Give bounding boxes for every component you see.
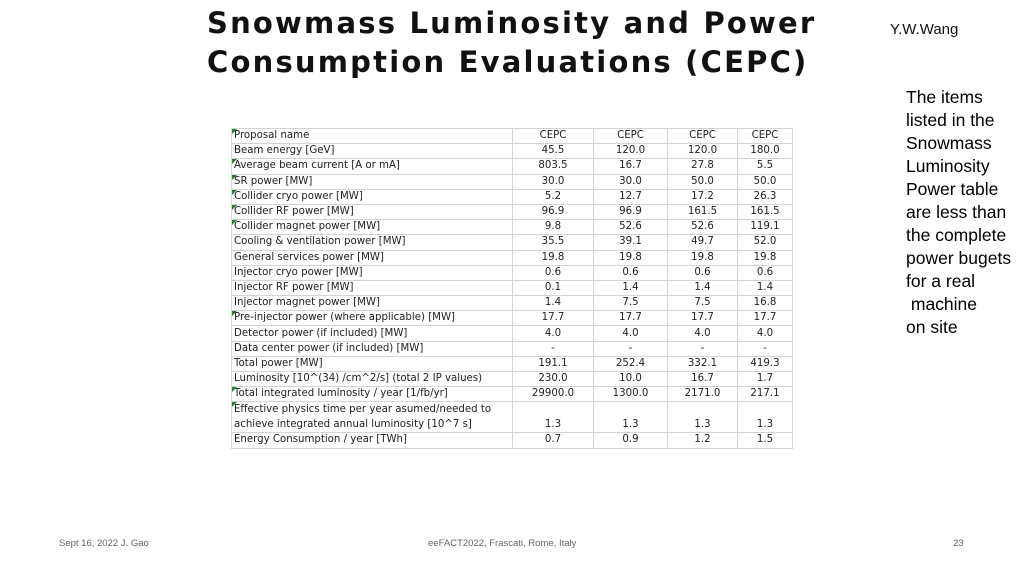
row-label-text: Collider RF power [MW] — [234, 206, 354, 218]
row-label-text: Collider cryo power [MW] — [234, 190, 363, 202]
table-cell: 1300.0 — [594, 387, 668, 402]
side-note-line: power bugets — [906, 248, 1012, 268]
table-cell: 30.0 — [594, 174, 668, 189]
table-cell: 16.7 — [594, 159, 668, 174]
row-label-text: Effective physics time per year asumed/needed to achieve integrated annual luminosity [10^7 s] — [234, 404, 492, 431]
slide-title — [207, 4, 847, 82]
cell-flag-icon — [232, 159, 237, 164]
footer-conference: eeFACT2022, Frascati, Rome, Italy — [428, 538, 577, 549]
table-cell: 5.2 — [513, 189, 594, 204]
side-note-line: Snowmass — [906, 133, 992, 153]
slide-title-line-2: Consumption Evaluations (CEPC) — [207, 45, 809, 79]
table-cell: 1.5 — [738, 433, 793, 448]
table-cell: 4.0 — [668, 326, 738, 341]
row-label-text: Injector magnet power [MW] — [234, 297, 380, 309]
cell-flag-icon — [232, 220, 237, 225]
row-label — [232, 250, 513, 265]
table-row — [232, 433, 793, 448]
side-note-line: Power table — [906, 179, 999, 199]
cell-flag-icon — [232, 311, 237, 316]
table-cell: 17.7 — [513, 311, 594, 326]
table-row — [232, 341, 793, 356]
table-cell: 26.3 — [738, 189, 793, 204]
row-label — [232, 433, 513, 448]
cell-flag-icon — [232, 402, 237, 407]
table-row — [232, 265, 793, 280]
table-cell: 19.8 — [513, 250, 594, 265]
table-cell: 52.6 — [594, 220, 668, 235]
row-label — [232, 356, 513, 371]
table-cell: 17.2 — [668, 189, 738, 204]
row-label-text: Detector power (if included) [MW] — [234, 327, 408, 339]
table-row — [232, 387, 793, 402]
side-note-line: machine — [906, 294, 978, 314]
table-row — [232, 280, 793, 295]
table-row — [232, 372, 793, 387]
table-cell: - — [738, 341, 793, 356]
table-cell: 96.9 — [513, 204, 594, 219]
row-label — [232, 387, 513, 402]
table-cell: CEPC — [594, 129, 668, 144]
row-label — [232, 159, 513, 174]
row-label — [232, 174, 513, 189]
table-cell: 10.0 — [594, 372, 668, 387]
row-label-text: Data center power (if included) [MW] — [234, 342, 424, 354]
table-cell: 252.4 — [594, 356, 668, 371]
table-cell: 0.9 — [594, 433, 668, 448]
table-cell: 16.7 — [668, 372, 738, 387]
side-note-line: Luminosity — [906, 156, 990, 176]
row-label — [232, 204, 513, 219]
row-label — [232, 189, 513, 204]
side-note-line: listed in the — [906, 110, 995, 130]
table-cell: 27.8 — [668, 159, 738, 174]
table-row — [232, 220, 793, 235]
row-label-text: Collider magnet power [MW] — [234, 221, 381, 233]
row-label-text: Cooling & ventilation power [MW] — [234, 236, 406, 248]
row-label-text: Injector cryo power [MW] — [234, 266, 363, 278]
table-row — [232, 250, 793, 265]
table-cell: 12.7 — [594, 189, 668, 204]
table-cell: 0.1 — [513, 280, 594, 295]
table-cell: CEPC — [513, 129, 594, 144]
row-label-text: Injector RF power [MW] — [234, 281, 354, 293]
table-row — [232, 144, 793, 159]
cell-flag-icon — [232, 190, 237, 195]
table-cell: 29900.0 — [513, 387, 594, 402]
table-cell: 803.5 — [513, 159, 594, 174]
table-cell: 0.6 — [594, 265, 668, 280]
table-row — [232, 296, 793, 311]
table-cell: 7.5 — [668, 296, 738, 311]
row-label — [232, 265, 513, 280]
table-cell: 45.5 — [513, 144, 594, 159]
row-label — [232, 220, 513, 235]
table-cell: 9.8 — [513, 220, 594, 235]
table-cell: 30.0 — [513, 174, 594, 189]
table-row — [232, 311, 793, 326]
power-table — [231, 128, 793, 449]
side-note-line: for a real — [906, 271, 976, 291]
row-label — [232, 280, 513, 295]
side-note-line: are less than — [906, 202, 1007, 222]
table-cell: 119.1 — [738, 220, 793, 235]
table-cell: 96.9 — [594, 204, 668, 219]
row-label — [232, 144, 513, 159]
row-label-text: Beam energy [GeV] — [234, 145, 335, 157]
row-label — [232, 372, 513, 387]
row-label-text: Proposal name — [234, 130, 310, 142]
side-note — [906, 86, 1024, 339]
table-cell: 0.6 — [668, 265, 738, 280]
table-cell: 39.1 — [594, 235, 668, 250]
table-cell: 217.1 — [738, 387, 793, 402]
row-label-text: SR power [MW] — [234, 175, 313, 187]
table-cell: 52.6 — [668, 220, 738, 235]
table-cell: 1.4 — [513, 296, 594, 311]
row-label-text: Pre-injector power (where applicable) [MW] — [234, 312, 456, 324]
table-cell: 50.0 — [668, 174, 738, 189]
row-label — [232, 296, 513, 311]
author-label: Y.W.Wang — [890, 21, 959, 38]
table-cell: 1.3 — [668, 402, 738, 433]
table-row — [232, 235, 793, 250]
table-cell: 5.5 — [738, 159, 793, 174]
footer-page-number: 23 — [953, 538, 964, 549]
table-cell: 230.0 — [513, 372, 594, 387]
row-label-text: Energy Consumption / year [TWh] — [234, 434, 407, 446]
table-row — [232, 356, 793, 371]
table-cell: 4.0 — [513, 326, 594, 341]
cell-flag-icon — [232, 205, 237, 210]
slide-title-line-1: Snowmass Luminosity and Power — [207, 6, 817, 40]
row-label — [232, 311, 513, 326]
table-cell: 16.8 — [738, 296, 793, 311]
table-row — [232, 204, 793, 219]
row-label — [232, 402, 513, 433]
table-cell: 1.3 — [738, 402, 793, 433]
table-cell: 17.7 — [738, 311, 793, 326]
row-label-text: Luminosity [10^(34) /cm^2/s] (total 2 IP values) — [234, 373, 483, 385]
row-label-text: Average beam current [A or mA] — [234, 160, 400, 172]
row-label — [232, 341, 513, 356]
table-cell: 35.5 — [513, 235, 594, 250]
table-cell: 419.3 — [738, 356, 793, 371]
table-cell: 52.0 — [738, 235, 793, 250]
row-label — [232, 129, 513, 144]
table-cell: 120.0 — [668, 144, 738, 159]
table-row — [232, 402, 793, 433]
footer-date-author: Sept 16, 2022 J. Gao — [59, 538, 149, 549]
table-row — [232, 174, 793, 189]
table-cell: 4.0 — [738, 326, 793, 341]
table-row — [232, 326, 793, 341]
table-cell: 17.7 — [594, 311, 668, 326]
table-cell: 2171.0 — [668, 387, 738, 402]
table-cell: 1.4 — [668, 280, 738, 295]
table-cell: 1.3 — [513, 402, 594, 433]
table-cell: 1.4 — [738, 280, 793, 295]
side-note-line: The items — [906, 87, 983, 107]
table-cell: - — [668, 341, 738, 356]
table-cell: 180.0 — [738, 144, 793, 159]
row-label-text: General services power [MW] — [234, 251, 384, 263]
row-label — [232, 235, 513, 250]
row-label — [232, 326, 513, 341]
cell-flag-icon — [232, 387, 237, 392]
table-cell: 4.0 — [594, 326, 668, 341]
table-cell: - — [594, 341, 668, 356]
table-cell: CEPC — [668, 129, 738, 144]
table-cell: - — [513, 341, 594, 356]
table-cell: 1.3 — [594, 402, 668, 433]
side-note-line: on site — [906, 317, 958, 337]
table-cell: 1.4 — [594, 280, 668, 295]
table-cell: 0.6 — [513, 265, 594, 280]
table-cell: 161.5 — [668, 204, 738, 219]
table-cell: 332.1 — [668, 356, 738, 371]
table-cell: 19.8 — [668, 250, 738, 265]
table-cell: 50.0 — [738, 174, 793, 189]
table-cell: 19.8 — [738, 250, 793, 265]
table-cell: 19.8 — [594, 250, 668, 265]
side-note-line: the complete — [906, 225, 1007, 245]
table-cell: 191.1 — [513, 356, 594, 371]
row-label-text: Total integrated luminosity / year [1/fb/yr] — [234, 388, 448, 400]
cell-flag-icon — [232, 129, 237, 134]
table-cell: 0.6 — [738, 265, 793, 280]
table-row — [232, 129, 793, 144]
table-cell: 7.5 — [594, 296, 668, 311]
table-cell: 0.7 — [513, 433, 594, 448]
cell-flag-icon — [232, 175, 237, 180]
table-row — [232, 189, 793, 204]
table-cell: 1.2 — [668, 433, 738, 448]
table-cell: 49.7 — [668, 235, 738, 250]
table-cell: 161.5 — [738, 204, 793, 219]
table-cell: 1.7 — [738, 372, 793, 387]
table-row — [232, 159, 793, 174]
table-cell: 17.7 — [668, 311, 738, 326]
row-label-text: Total power [MW] — [234, 357, 323, 369]
table-cell: 120.0 — [594, 144, 668, 159]
table-cell: CEPC — [738, 129, 793, 144]
